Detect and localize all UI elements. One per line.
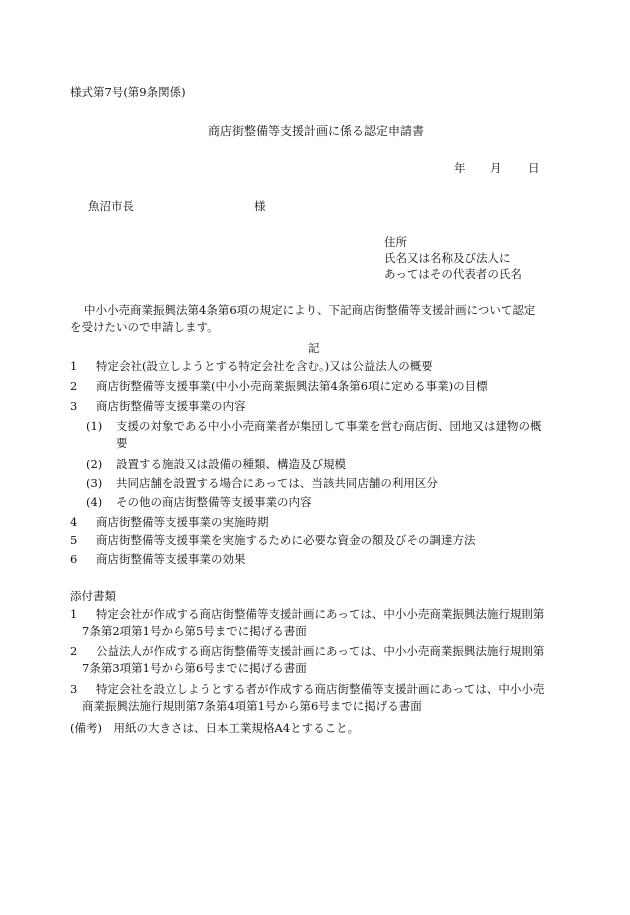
date-day-label: 日: [528, 161, 540, 175]
item-text: 商店街整備等支援事業の効果: [96, 552, 246, 566]
attachment-text-cont: 7条第3項第1号から第6号までに掲げる書面: [82, 661, 307, 675]
sub-item: [86, 475, 438, 491]
item-text: 特定会社(設立しようとする特定会社を含む。)又は公益法人の概要: [96, 359, 433, 373]
attachments-heading: 添付書類: [70, 589, 116, 603]
sub-item: [86, 494, 312, 510]
applicant-block: [384, 234, 522, 282]
addressee-name: 魚沼市長: [88, 199, 134, 213]
list-item: [70, 358, 433, 374]
statement-line-1: 中小小売商業振興法第4条第6項の規定により、下記商店街整備等支援計画について認定: [84, 303, 536, 317]
list-item: [70, 532, 476, 548]
sub-item-text-cont: 要: [116, 436, 128, 450]
item-text: 商店街整備等支援事業を実施するために必要な資金の額及びその調達方法: [96, 533, 476, 547]
document-title: 商店街整備等支援計画に係る認定申請書: [208, 124, 425, 138]
sub-item-number: (3): [86, 476, 103, 490]
sub-item-continuation: [86, 435, 128, 451]
addressee-honorific: 様: [254, 199, 266, 213]
list-item: [70, 398, 246, 414]
sub-item-number: (4): [86, 495, 103, 509]
item-number: 4: [70, 515, 78, 529]
item-number: 5: [70, 533, 78, 547]
attachment-text: 特定会社を設立しようとする者が作成する商店街整備等支援計画にあっては、中小小売: [96, 682, 545, 696]
date-year-label: 年: [454, 161, 466, 175]
attachment-item: [70, 681, 560, 715]
applicant-name-label-2: あってはその代表者の氏名: [384, 267, 522, 281]
item-number: 3: [70, 399, 78, 413]
attachment-text: 公益法人が作成する商店街整備等支援計画にあっては、中小小売商業振興法施行規則第: [96, 644, 545, 658]
sub-item-text: 共同店舗を設置する場合にあっては、当該共同店舗の利用区分: [116, 476, 438, 490]
date-row: [454, 160, 554, 176]
item-text: 商店街整備等支援事業の実施時期: [96, 515, 269, 529]
item-number: 1: [70, 359, 78, 373]
attachment-text-cont: 7条第2項第1号から第5号までに掲げる書面: [82, 624, 307, 638]
attachment-item: [70, 643, 560, 677]
application-statement: [70, 302, 550, 336]
attachment-text: 特定会社が作成する商店街整備等支援計画にあっては、中小小売商業振興法施行規則第: [96, 607, 545, 621]
date-month-label: 月: [490, 161, 502, 175]
list-item: [70, 514, 269, 530]
attachment-number: 2: [70, 644, 78, 658]
attachment-number: 3: [70, 682, 78, 696]
sub-item-number: (1): [86, 419, 103, 433]
sub-item: [86, 418, 542, 434]
applicant-address-label: 住所: [384, 235, 407, 249]
sub-item-number: (2): [86, 457, 103, 471]
list-item: [70, 378, 488, 394]
item-text: 商店街整備等支援事業(中小小売商業振興法第4条第6項に定める事業)の目標: [96, 379, 488, 393]
attachment-item: [70, 606, 560, 640]
item-number: 2: [70, 379, 78, 393]
statement-line-2: を受けたいので申請します。: [70, 320, 219, 334]
item-number: 6: [70, 552, 78, 566]
item-text: 商店街整備等支援事業の内容: [96, 399, 246, 413]
remark-note: (備考) 用紙の大きさは、日本工業規格A4とすること。: [70, 721, 360, 735]
sub-item-text: その他の商店街整備等支援事業の内容: [116, 495, 312, 509]
sub-item-text: 設置する施設又は設備の種類、構造及び規模: [116, 457, 346, 471]
sub-item-text: 支援の対象である中小小売商業者が集団して事業を営む商店街、団地又は建物の概: [116, 419, 542, 433]
ki-heading: 記: [308, 341, 320, 355]
applicant-name-label-1: 氏名又は名称及び法人に: [384, 251, 511, 265]
list-item: [70, 551, 246, 567]
form-number: 様式第7号(第9条関係): [70, 85, 186, 99]
attachment-text-cont: 商業振興法施行規則第7条第4項第1号から第6号までに掲げる書面: [82, 699, 422, 713]
sub-item: [86, 456, 346, 472]
attachment-number: 1: [70, 607, 78, 621]
